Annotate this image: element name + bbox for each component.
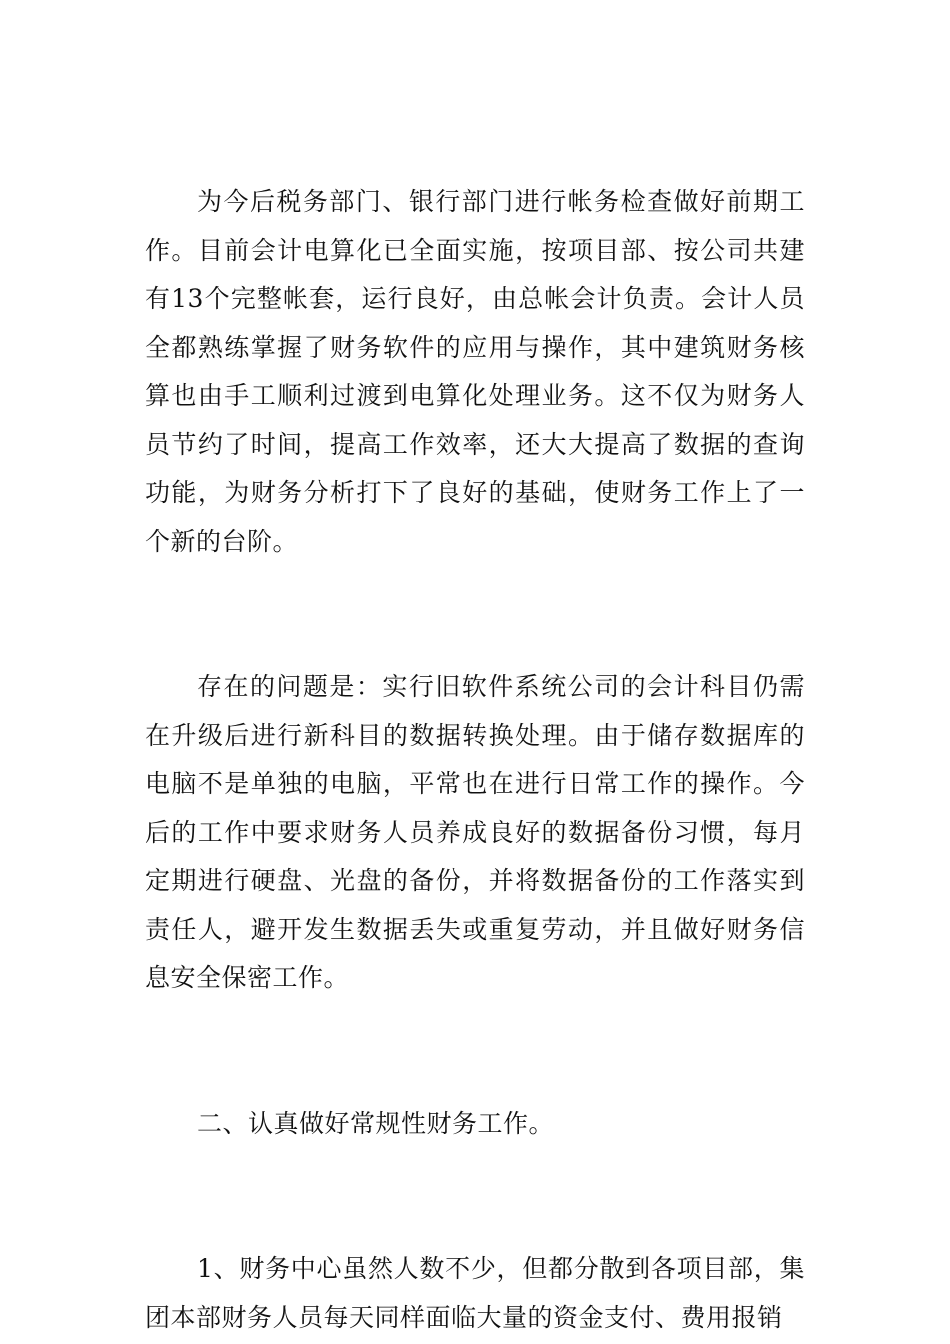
document-body	[145, 178, 805, 1342]
paragraph-item-1-finance-center: 1、财务中心虽然人数不少，但都分散到各项目部，集团本部财务人员每天同样面临大量的资金支付、费用报销	[145, 1254, 805, 1332]
paragraph-accounting-computerization: 为今后税务部门、银行部门进行帐务检查做好前期工作。目前会计电算化已全面实施，按项目部、按公司共建有13个完整帐套，运行良好，由总帐会计负责。会计人员全都熟练掌握了财务软件的应用与操作，其中建筑财务核算也由手工顺利过渡到电算化处理业务。这不仅为财务人员节约了时间，提高工作效率，还大大提高了数据的查询功能，为财务分析打下了良好的基础，使财务工作上了一个新的台阶。	[145, 187, 805, 556]
paragraph-spacing	[145, 566, 805, 663]
paragraph-spacing	[145, 1148, 805, 1245]
paragraph-spacing	[145, 1003, 805, 1100]
section-heading-routine-finance-work: 二、认真做好常规性财务工作。	[197, 1108, 555, 1138]
paragraph-existing-problems: 存在的问题是：实行旧软件系统公司的会计科目仍需在升级后进行新科目的数据转换处理。由于储存数据库的电脑不是单独的电脑，平常也在进行日常工作的操作。今后的工作中要求财务人员养成良好的数据备份习惯，每月定期进行硬盘、光盘的备份，并将数据备份的工作落实到责任人，避开发生数据丢失或重复劳动，并且做好财务信息安全保密工作。	[145, 672, 805, 992]
